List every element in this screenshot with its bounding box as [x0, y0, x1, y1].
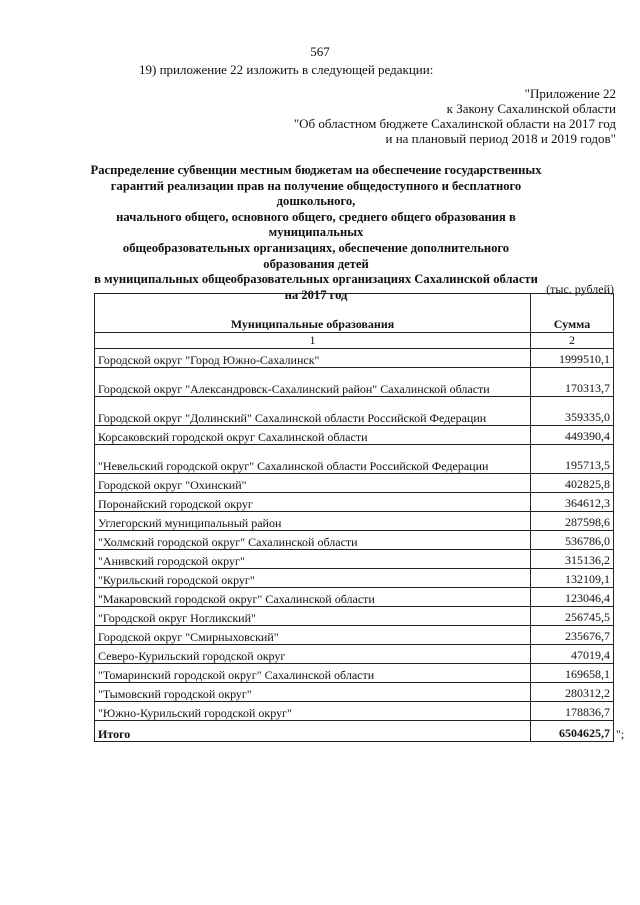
column-number: 1: [95, 333, 531, 349]
municipality-name: Городской округ "Охинский": [95, 474, 531, 493]
column-header-municipality: Муниципальные образования: [95, 294, 531, 333]
document-title: [90, 163, 542, 303]
municipality-name: "Курильский городской округ": [95, 569, 531, 588]
municipality-name: Поронайский городской округ: [95, 493, 531, 512]
municipality-name: "Анивский городской округ": [95, 550, 531, 569]
subvention-sum: 235676,7: [531, 626, 614, 645]
table-row: [95, 607, 614, 626]
column-number: 2: [531, 333, 614, 349]
table-row: [95, 664, 614, 683]
municipality-name: Углегорский муниципальный район: [95, 512, 531, 531]
municipality-name: Корсаковский городской округ Сахалинской области: [95, 426, 531, 445]
subvention-sum: 170313,7: [531, 368, 614, 397]
subvention-sum: 256745,5: [531, 607, 614, 626]
title-line: общеобразовательных организациях, обеспечение дополнительного образования детей: [122, 240, 510, 271]
subvention-sum: 364612,3: [531, 493, 614, 512]
table-row: [95, 512, 614, 531]
table-row: [95, 702, 614, 721]
appendix-header: [294, 86, 616, 146]
table-row: [95, 349, 614, 368]
title-line: гарантий реализации прав на получение общедоступного и бесплатного дошкольного,: [110, 178, 522, 209]
page-number: 567: [310, 44, 330, 59]
table-row: [95, 645, 614, 664]
subvention-table: [94, 293, 614, 742]
subvention-sum: 132109,1: [531, 569, 614, 588]
table-row: [95, 493, 614, 512]
subvention-sum: 359335,0: [531, 397, 614, 426]
table-row: [95, 445, 614, 474]
municipality-name: "Тымовский городской округ": [95, 683, 531, 702]
table-row: [95, 550, 614, 569]
column-header-sum: Сумма: [531, 294, 614, 333]
title-line: в муниципальных общеобразовательных организациях Сахалинской области: [94, 272, 538, 287]
table-row: [95, 531, 614, 550]
title-line: Распределение субвенции местным бюджетам на обеспечение государственных: [90, 163, 542, 177]
total-sum: 6504625,7: [531, 721, 614, 742]
appendix-line: "Об областном бюджете Сахалинской области на 2017 год: [293, 116, 616, 131]
subvention-sum: 1999510,1: [531, 349, 614, 368]
closing-quote: ";: [616, 727, 625, 741]
subvention-sum: 178836,7: [531, 702, 614, 721]
subvention-sum: 47019,4: [531, 645, 614, 664]
municipality-name: "Городской округ Ногликский": [95, 607, 531, 626]
table-row: [95, 368, 614, 397]
municipality-name: "Южно-Курильский городской округ": [95, 702, 531, 721]
municipality-name: Городской округ "Город Южно-Сахалинск": [95, 349, 531, 368]
total-label: Итого: [95, 721, 531, 742]
subvention-sum: 536786,0: [531, 531, 614, 550]
municipality-name: Северо-Курильский городской округ: [95, 645, 531, 664]
municipality-name: "Макаровский городской округ" Сахалинской области: [95, 588, 531, 607]
subvention-sum: 123046,4: [531, 588, 614, 607]
municipality-name: Городской округ "Смирныховский": [95, 626, 531, 645]
table-row: [95, 626, 614, 645]
appendix-line: "Приложение 22: [524, 86, 616, 101]
table-row: [95, 683, 614, 702]
subvention-sum: 449390,4: [531, 426, 614, 445]
appendix-line: к Закону Сахалинской области: [446, 101, 616, 116]
table-body: [95, 349, 614, 721]
table-row: [95, 569, 614, 588]
municipality-name: "Холмский городской округ" Сахалинской области: [95, 531, 531, 550]
municipality-name: "Невельский городской округ" Сахалинской области Российской Федерации: [95, 445, 531, 474]
table-row: [95, 426, 614, 445]
appendix-line: и на плановый период 2018 и 2019 годов": [385, 131, 616, 146]
subvention-sum: 280312,2: [531, 683, 614, 702]
title-line: на 2017 год: [284, 287, 348, 302]
subvention-sum: 315136,2: [531, 550, 614, 569]
intro-text: 19) приложение 22 изложить в следующей редакции:: [139, 62, 434, 77]
subvention-sum: 169658,1: [531, 664, 614, 683]
municipality-name: "Томаринский городской округ" Сахалинской области: [95, 664, 531, 683]
table-row: [95, 588, 614, 607]
title-line: начального общего, основного общего, среднего общего образования в муниципальных: [116, 209, 516, 240]
subvention-sum: 195713,5: [531, 445, 614, 474]
total-row: [95, 721, 614, 742]
subvention-sum: 402825,8: [531, 474, 614, 493]
table-row: [95, 474, 614, 493]
municipality-name: Городской округ "Долинский" Сахалинской области Российской Федерации: [95, 397, 531, 426]
table-row: [95, 397, 614, 426]
subvention-sum: 287598,6: [531, 512, 614, 531]
unit-label: (тыс. рублей): [546, 282, 614, 296]
municipality-name: Городской округ "Александровск-Сахалинский район" Сахалинской области: [95, 368, 531, 397]
